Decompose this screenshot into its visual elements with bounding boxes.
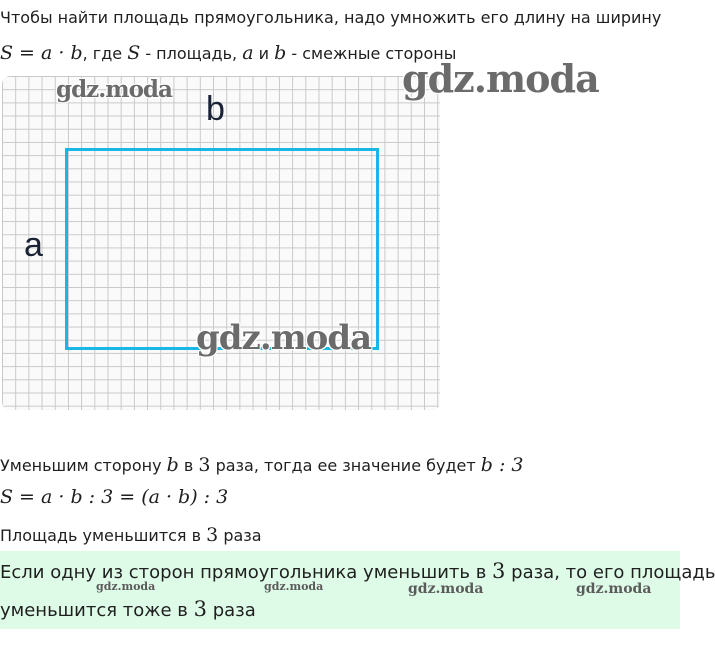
side-a-label: a (24, 226, 43, 264)
watermark: gdz.moda (56, 76, 172, 103)
formula-text-1: , где (82, 44, 128, 63)
step3-text-2: раза (218, 526, 262, 545)
watermark: gdz.moda (576, 581, 652, 597)
answer-number-1: 3 (492, 559, 506, 583)
watermark: gdz.moda (264, 580, 324, 593)
step-area-decrease (0, 524, 262, 546)
area-formula-line (0, 42, 456, 64)
watermark: gdz.moda (196, 318, 372, 358)
var-b: b (274, 42, 287, 64)
step3-number: 3 (206, 524, 219, 546)
rectangle-figure (2, 76, 440, 410)
side-b-label: b (206, 90, 225, 128)
formula-text-2: - площадь, (140, 44, 243, 63)
answer-number-2: 3 (193, 597, 207, 621)
area-formula: S = a · b (0, 42, 83, 64)
step1-text-2: в (178, 456, 199, 475)
answer-line-2 (0, 597, 256, 621)
answer-text-1: Если одну из сторон прямоугольника уменьшить в (0, 562, 493, 583)
step1-text-3: раза, тогда ее значение будет (210, 456, 481, 475)
step-new-area-formula: S = a · b : 3 = (a · b) : 3 (0, 486, 229, 508)
answer-box (0, 551, 715, 629)
step1-number: 3 (198, 454, 211, 476)
formula-text-3: и (253, 44, 275, 63)
formula-text-4: - смежные стороны (286, 44, 457, 63)
watermark: gdz.moda (402, 56, 599, 101)
step1-var-b: b (166, 454, 179, 476)
step1-text-1: Уменьшим сторону (0, 456, 167, 475)
step3-text-1: Площадь уменьшится в (0, 526, 207, 545)
answer-text-4: раза (207, 600, 256, 621)
watermark: gdz.moda (96, 580, 156, 593)
step1-expression: b : 3 (480, 454, 524, 476)
intro-text: Чтобы найти площадь прямоугольника, надо умножить его длину на ширину (0, 8, 662, 27)
var-a: a (242, 42, 254, 64)
answer-text-2: раза, то его площадь (505, 562, 715, 583)
answer-text-3: уменьшится тоже в (0, 600, 194, 621)
watermark: gdz.moda (408, 581, 484, 597)
step-reduce-side (0, 454, 524, 476)
var-s: S (127, 42, 141, 64)
